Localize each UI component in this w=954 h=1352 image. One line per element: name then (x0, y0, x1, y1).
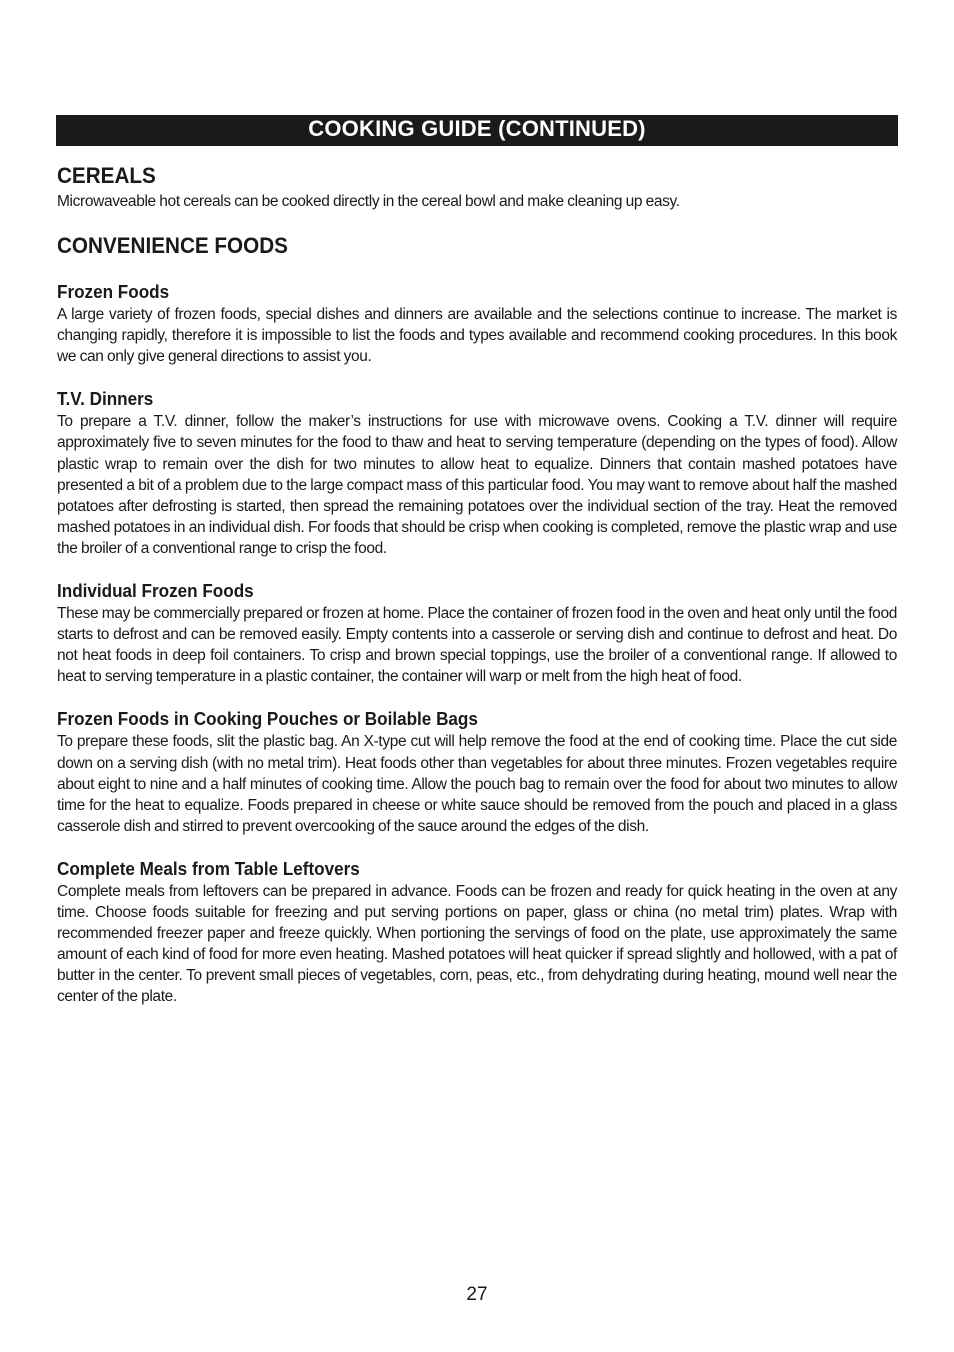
cooking-pouches-heading: Frozen Foods in Cooking Pouches or Boilable Bags (57, 709, 478, 730)
cooking-pouches-paragraph: To prepare these foods, slit the plastic bag. An X-type cut will help remove the food at the end of cooking time. Place the cut side down on a serving dish (with no metal trim). Heat foods other than vegetables for about three minutes. Frozen vegetables require about eight to nine and a half minutes of cooking time. Allow the pouch bag to remain over the food for about two minutes to allow time for the heat to equalize. Foods prepared in cheese or white sauce should be removed from the pouch and placed in a glass casserole dish and stirred to prevent overcooking of the sauce around the edges of the dish. (57, 733, 897, 835)
cooking-pouches-section (57, 707, 897, 836)
tv-dinners-paragraph: To prepare a T.V. dinner, follow the maker’s instructions for use with microwave ovens. Cooking a T.V. dinner will require approximately five to seven minutes for the food to thaw and heat to serving temperature (depending on the types of food). Allow plastic wrap to remain over the dish for two minutes to allow heat to equalize. Dinners that contain mashed potatoes have presented a bit of a problem due to the large compact mass of this particular food. You may want to remove about half the mashed potatoes after defrosting is started, then spread the remaining potatoes over the individual section of the tray. Heat the removed mashed potatoes in an individual dish. For foods that should be crisp when cooking is completed, remove the plastic wrap and use the broiler of a conventional range to crisp the food. (57, 413, 897, 557)
tv-dinners-heading: T.V. Dinners (57, 389, 154, 410)
individual-frozen-foods-paragraph: These may be commercially prepared or frozen at home. Place the container of frozen food in the oven and heat only until the food starts to defrost and can be removed easily. Empty contents into a casserole or serving dish and continue to defrost and heat. Do not heat foods in deep foil containers. To crisp and brown special toppings, use the broiler of a conventional range. If allowed to heat to serving temperature in a plastic container, the container will warp or melt from the high heat of food. (57, 605, 897, 686)
page-content (57, 160, 897, 1007)
frozen-foods-paragraph: A large variety of frozen foods, special dishes and dinners are available and the selections continue to increase. The market is changing rapidly, therefore it is impossible to list the foods and types available and recommend cooking procedures. In this book we can only give general directions to assist you. (57, 306, 897, 366)
table-leftovers-heading: Complete Meals from Table Leftovers (57, 858, 360, 879)
section-banner: COOKING GUIDE (CONTINUED) (56, 115, 898, 146)
frozen-foods-section (57, 280, 897, 367)
page-number: 27 (466, 1284, 488, 1305)
table-leftovers-paragraph: Complete meals from leftovers can be prepared in advance. Foods can be frozen and ready for quick heating in the oven at any time. Choose foods suitable for freezing and put serving portions on paper, glass or china (no metal trim) plates. Wrap with recommended freezer paper and freeze quickly. When portioning the servings of food on the plate, use approximately the same amount of each kind of food for more even heating. Mashed potatoes will heat quicker if spread slightly and hollowed, with a pat of butter in the center. To prevent small pieces of vegetables, corn, peas, etc., from dehydrating during heating, mound well near the center of the plate. (57, 882, 897, 1006)
individual-frozen-foods-heading: Individual Frozen Foods (57, 581, 254, 602)
table-leftovers-section (57, 857, 897, 1008)
tv-dinners-section (57, 387, 897, 559)
frozen-foods-heading: Frozen Foods (57, 282, 170, 303)
convenience-foods-heading: CONVENIENCE FOODS (57, 233, 288, 259)
cereals-paragraph: Microwaveable hot cereals can be cooked directly in the cereal bowl and make cleaning up easy. (57, 193, 680, 210)
cereals-heading: CEREALS (57, 163, 156, 188)
individual-frozen-foods-section (57, 579, 897, 687)
